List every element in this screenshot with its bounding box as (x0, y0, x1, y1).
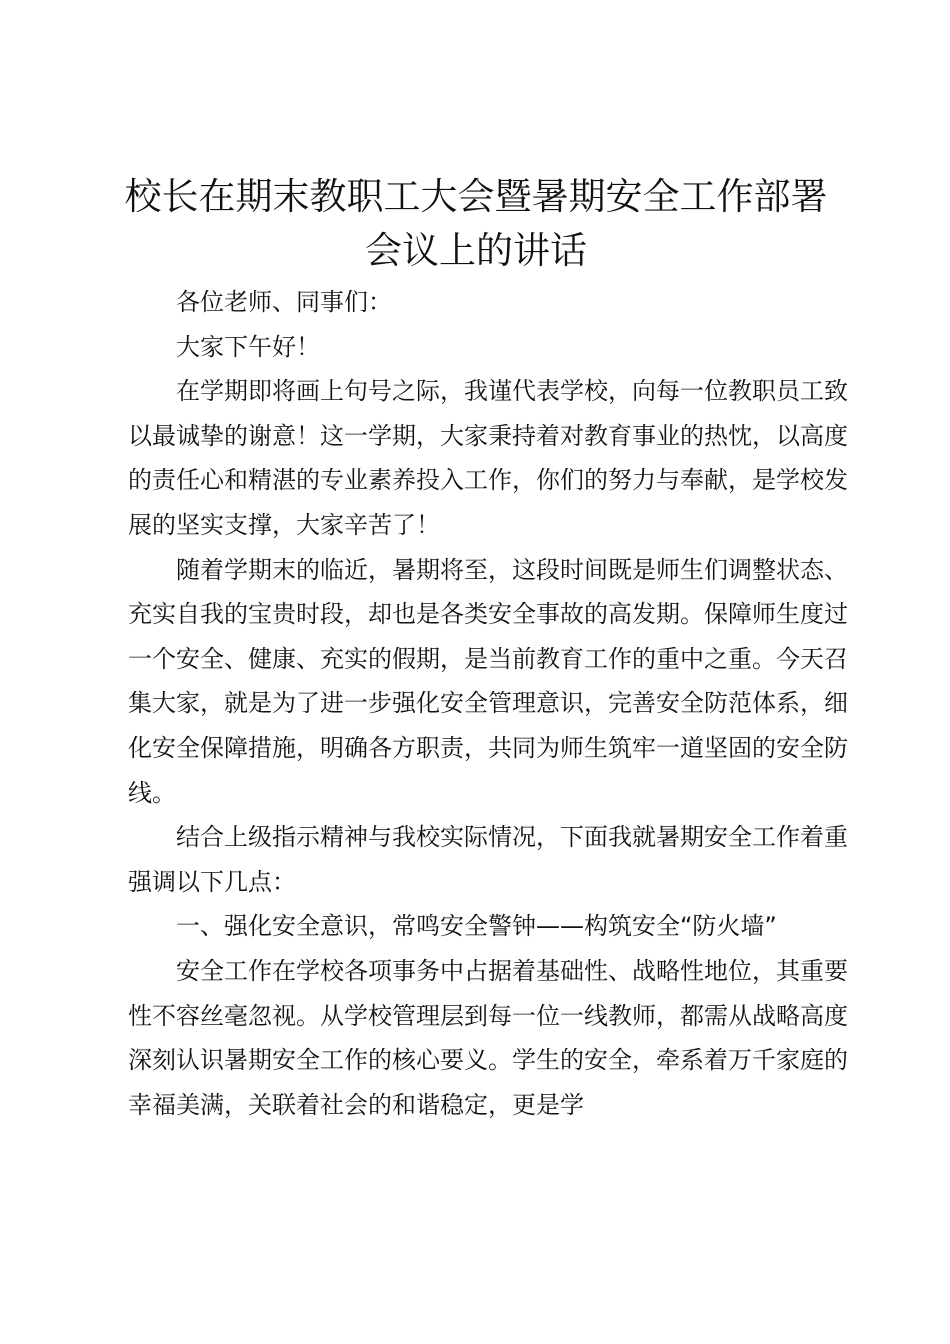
salutation: 各位老师、同事们： (176, 288, 392, 316)
section-heading-1: 一、强化安全意识，常鸣安全警钟——构筑安全“防火墙” (176, 912, 777, 941)
document-title: 校长在期末教职工大会暨暑期安全工作部署会议上的讲话 (124, 175, 828, 272)
paragraph-thanks: 在学期即将画上句号之际，我谨代表学校，向每一位教职员工致以最诚挚的谢意！这一学期，大家秉持着对教育事业的热忱，以高度的责任心和精湛的专业素养投入工作，你们的努力与奉献，是学校发展的坚实支撑，大家辛苦了！ (128, 377, 848, 539)
section-paragraph-1: 安全工作在学校各项事务中占据着基础性、战略性地位，其重要性不容丝毫忽视。从学校管理层到每一位一线教师，都需从战略高度深刻认识暑期安全工作的核心要义。学生的安全，牵系着万千家庭的幸福美满，关联着社会的和谐稳定，更是学 (128, 956, 848, 1119)
paragraph-summer-safety: 随着学期末的临近，暑期将至，这段时间既是师生们调整状态、充实自我的宝贵时段，却也是各类安全事故的高发期。保障师生度过一个安全、健康、充实的假期，是当前教育工作的重中之重。今天召集大家，就是为了进一步强化安全管理意识，完善安全防范体系，细化安全保障措施，明确各方职责，共同为师生筑牢一道坚固的安全防线。 (128, 555, 848, 807)
paragraph-intro-points: 结合上级指示精神与我校实际情况，下面我就暑期安全工作着重强调以下几点： (128, 823, 848, 896)
document-body (128, 280, 848, 1127)
greeting: 大家下午好！ (176, 332, 320, 361)
